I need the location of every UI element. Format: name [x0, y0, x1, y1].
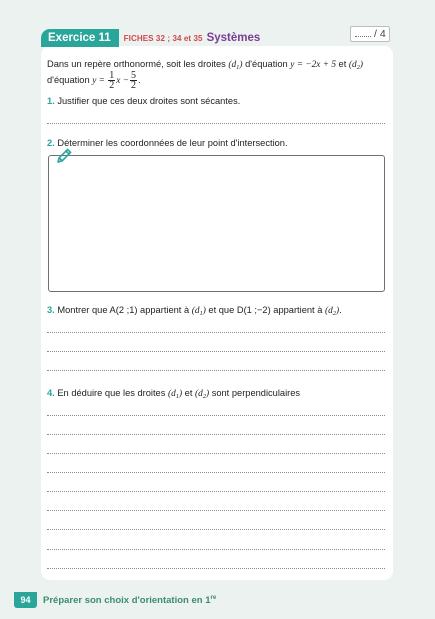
- intro-text: et: [335, 59, 349, 69]
- answer-line[interactable]: [47, 351, 385, 352]
- answer-line[interactable]: [47, 332, 385, 333]
- intro-line-2: d'équation y = $\frac{1}{2}$ x − $\frac{5}{2}$ .: [47, 70, 141, 92]
- question-text: et que D(1 ;−2) appartient à: [205, 305, 325, 315]
- answer-box[interactable]: [48, 155, 385, 292]
- answer-line[interactable]: [47, 123, 385, 124]
- question-text: sont perpendiculaires: [209, 388, 301, 398]
- question-number: 2.: [47, 138, 55, 148]
- footer-title: Préparer son choix d'orientation en 1re: [43, 595, 217, 607]
- fraction-five-half: $\frac{5}{2}$: [131, 70, 136, 92]
- question-number: 4.: [47, 388, 55, 398]
- pencil-icon: [55, 147, 73, 165]
- answer-line[interactable]: [47, 510, 385, 511]
- question-4: [47, 387, 300, 403]
- answer-line[interactable]: [47, 529, 385, 530]
- intro-text: Dans un repère orthonormé, soit les droites: [47, 59, 229, 69]
- answer-line[interactable]: [47, 370, 385, 371]
- equation-d2-lhs: y =: [92, 76, 108, 86]
- line-d2: $(d_2)$: [195, 389, 210, 400]
- intro-text: d'équation: [242, 59, 291, 69]
- answer-line[interactable]: [47, 415, 385, 416]
- topic-title: Systèmes: [206, 32, 261, 44]
- question-text: Justifier que ces deux droites sont sécantes.: [57, 96, 241, 106]
- question-3: 3. Montrer que A(2 ;1) appartient à $(d_1)$ et que D(1 ;−2) appartient à $(d_2)$.: [47, 305, 342, 317]
- page-number: 94: [14, 592, 37, 608]
- line-d2: $(d_2)$: [348, 60, 363, 71]
- question-text: En déduire que les droites: [57, 388, 168, 398]
- exercise-badge: Exercice 11: [41, 29, 119, 47]
- question-1: [47, 95, 240, 107]
- answer-line[interactable]: [47, 472, 385, 473]
- exercise-header: [41, 29, 260, 47]
- equation-d1: y = −2x + 5: [290, 60, 336, 70]
- question-number: 1.: [47, 96, 55, 106]
- question-text: Montrer que A(2 ;1) appartient à: [57, 305, 192, 315]
- line-d2: $(d_2)$: [324, 306, 340, 317]
- line-d1: $(d_1)$: [167, 389, 183, 400]
- question-text: Déterminer les coordonnées de leur point d'intersection.: [57, 138, 288, 148]
- line-d1: $(d_1)$: [228, 60, 243, 71]
- equation-d2-mid: x −: [116, 76, 129, 86]
- answer-line[interactable]: [47, 453, 385, 454]
- answer-line[interactable]: [47, 434, 385, 435]
- score-blank[interactable]: [355, 36, 371, 37]
- fraction-one-half: $\frac{1}{2}$: [109, 70, 115, 92]
- answer-line[interactable]: [47, 549, 385, 550]
- answer-line[interactable]: [47, 491, 385, 492]
- question-2: [47, 137, 288, 149]
- score-total: / 4: [374, 28, 386, 40]
- line-d1: $(d_1)$: [191, 306, 206, 317]
- answer-line[interactable]: [47, 568, 385, 569]
- question-text: et: [182, 388, 195, 398]
- score-box[interactable]: [350, 26, 390, 42]
- fiches-reference: FICHES 32 ; 34 et 35: [123, 33, 203, 43]
- intro-text: d'équation: [47, 75, 93, 85]
- question-number: 3.: [47, 305, 55, 315]
